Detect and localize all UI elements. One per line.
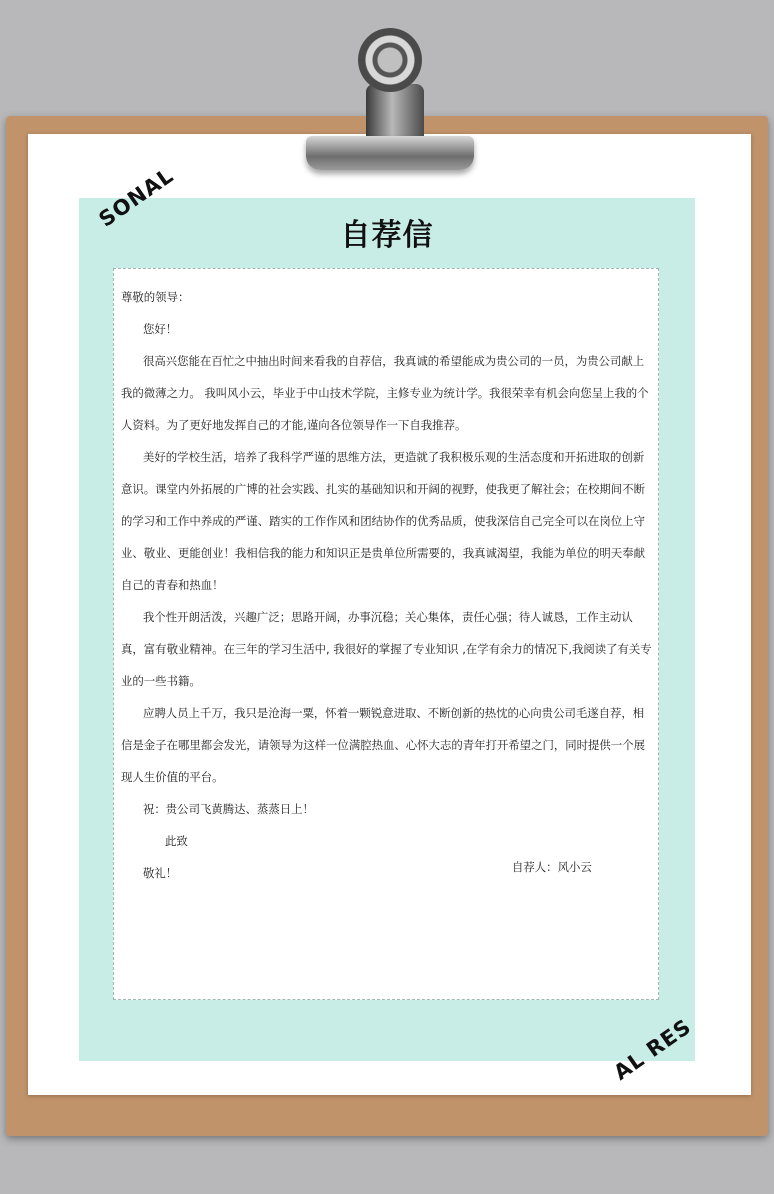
signature: 自荐人：风小云 (512, 860, 592, 874)
binder-clip-ring (358, 28, 422, 92)
hello-line: 您好！ (143, 322, 178, 336)
paragraph-school: 美好的学校生活，培养了我科学严谨的思维方法，更造就了我积极乐观的生活态度和开拓进取的创新意识。课堂内外拓展的广博的社会实践、扎实的基础知识和开阔的视野，使我更了解社会；在校期间不断的学习和工作中养成的严谨、踏实的工作作风和团结协作的优秀品质，使我深信自己完全可以在岗位上守业、敬业、更能创业！我相信我的能力和知识正是贵单位所需要的，我真诚渴望，我能为单位的明天奉献自己的青春和热血！ (121, 450, 645, 592)
paragraph-intro: 很高兴您能在百忙之中抽出时间来看我的自荐信，我真诚的希望能成为贵公司的一员，为贵公司献上我的微薄之力。 我叫风小云，毕业于中山技术学院，主修专业为统计学。我很荣幸有机会向您呈上我的个人资料。为了更好地发挥自己的才能,谨向各位领导作一下自我推荐。 (121, 354, 649, 432)
letter-box (113, 268, 659, 1000)
cizhi-line: 此致 (165, 834, 188, 848)
letter-body (121, 281, 653, 889)
wish-line: 祝：贵公司飞黄腾达、蒸蒸日上！ (143, 802, 314, 816)
paragraph-closing: 应聘人员上千万，我只是沧海一粟，怀着一颗锐意进取、不断创新的热忱的心向贵公司毛遂自荐，相信是金子在哪里都会发光，请领导为这样一位满腔热血、心怀大志的青年打开希望之门，同时提供一个展现人生价值的平台。 (121, 706, 645, 784)
greeting: 尊敬的领导： (121, 290, 190, 304)
page-title: 自荐信 (340, 218, 434, 253)
jingli-line: 敬礼！ (143, 866, 178, 880)
binder-clip-icon (306, 136, 474, 170)
paragraph-personality: 我个性开朗活泼，兴趣广泛；思路开阔，办事沉稳；关心集体，责任心强；待人诚恳，工作主动认真，富有敬业精神。在三年的学习生活中, 我很好的掌握了专业知识 ,在学有余力的情况下,我阅读了有关专业的一些书籍。 (121, 610, 652, 688)
corner-banner-top-left: SONAL (94, 163, 179, 232)
corner-banner-bottom-right: AL RES (609, 1014, 696, 1085)
